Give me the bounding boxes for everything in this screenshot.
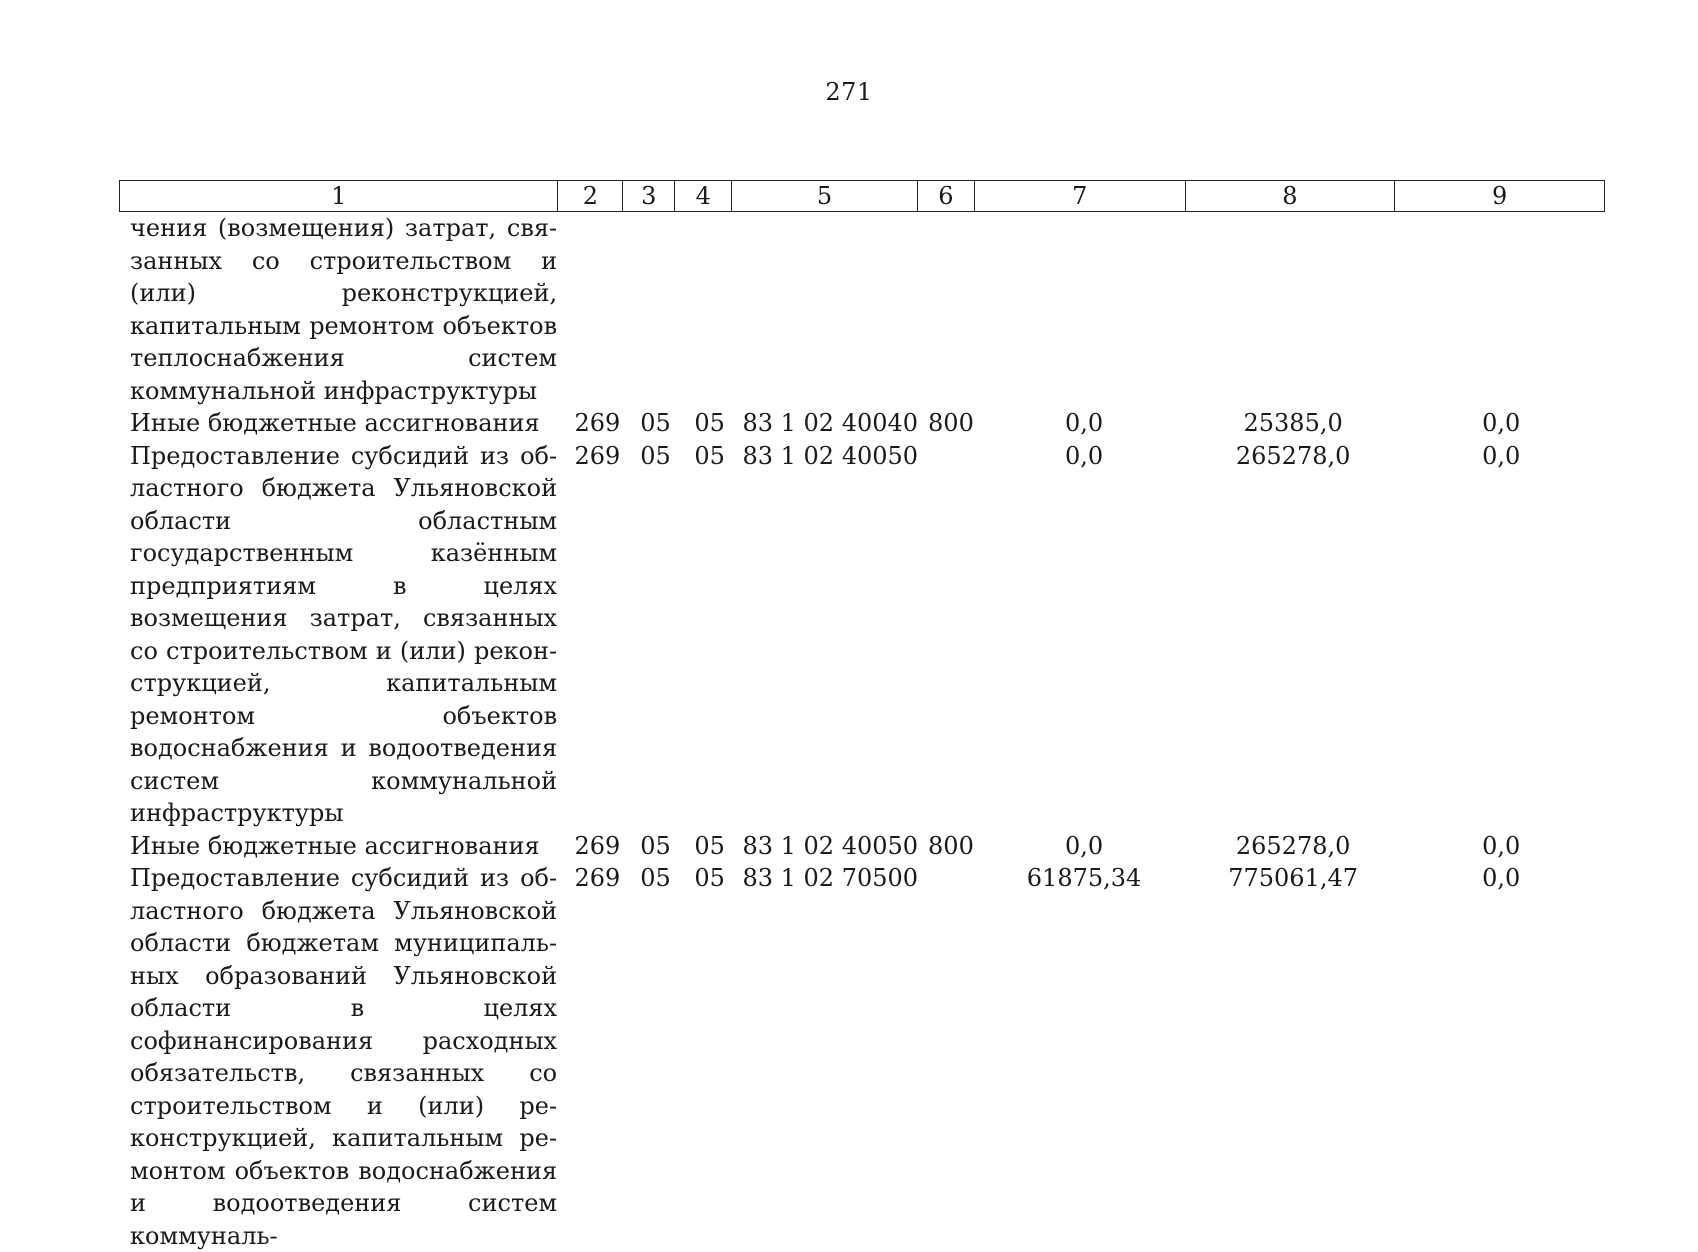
row-code-4: 05: [694, 441, 725, 470]
header-col-8: 8: [1186, 181, 1396, 211]
page-number: 271: [825, 78, 873, 106]
row-amount-9: 0,0: [1482, 864, 1521, 892]
row-amount-7: 0,0: [1064, 831, 1104, 860]
row-code-2: 269: [574, 441, 621, 470]
table-body: [119, 212, 1605, 1252]
row-amount-9: 0,0: [1482, 409, 1521, 437]
table-row: [119, 407, 1605, 440]
row-amount-8: 265278,0: [1235, 831, 1351, 860]
row-code-3: 05: [640, 831, 671, 860]
row-code-4: 05: [694, 831, 725, 860]
row-amount-7: 0,0: [1064, 409, 1104, 437]
row-code-6: 800: [928, 409, 974, 437]
row-amount-9: 0,0: [1482, 831, 1521, 860]
row-code-2: 269: [574, 864, 621, 892]
row-description: Предоставление субсидий из областного бюджета Ульяновской области бюджетам муниципальных образований Ульяновской области в целях софинансирования расходных обязательств, связанных со строительством и (или) реконструкцией, капитальным ремонтом объектов водоснабжения и водоотведения систем коммуналь-: [130, 864, 558, 1250]
table-row: [119, 862, 1605, 1252]
row-description: чения (возмещения) затрат, связанных со строительством и (или) реконструкцией, капитальным ремонтом объектов теплоснабжения систем коммунальной инфраструктуры: [130, 214, 558, 405]
table-header: [119, 180, 1605, 212]
row-code-5: 83 1 02 70500: [742, 864, 919, 892]
row-description: Иные бюджетные ассигнования: [130, 831, 540, 860]
row-code-5: 83 1 02 40040: [742, 409, 919, 437]
header-col-6: 6: [918, 181, 975, 211]
row-code-4: 05: [694, 409, 725, 437]
row-amount-7: 0,0: [1064, 441, 1104, 470]
header-col-3: 3: [623, 181, 675, 211]
table-row: [119, 830, 1605, 863]
row-code-3: 05: [640, 864, 671, 892]
row-code-3: 05: [640, 409, 671, 437]
table-row: [119, 440, 1605, 830]
header-col-9: 9: [1492, 182, 1508, 210]
header-col-5: 5: [732, 181, 918, 211]
row-amount-9: 0,0: [1482, 441, 1521, 470]
row-code-2: 269: [574, 409, 621, 437]
table-row: [119, 212, 1605, 407]
row-code-3: 05: [640, 441, 671, 470]
row-code-2: 269: [574, 831, 621, 860]
row-amount-8: 265278,0: [1235, 441, 1351, 470]
row-description: Предоставление субсидий из областного бюджета Ульяновской области областным государственным казённым предприятиям в целях возмещения затрат, связанных со строительством и (или) реконструкцией, капитальным ремонтом объектов водоснабжения и водоотведения систем коммунальной инфраструктуры: [130, 441, 558, 827]
header-col-1: 1: [120, 181, 558, 211]
row-code-6: 800: [928, 831, 974, 860]
row-amount-8: 775061,47: [1228, 864, 1359, 892]
row-code-5: 83 1 02 40050: [742, 831, 919, 860]
header-col-7: 7: [975, 181, 1186, 211]
row-amount-8: 25385,0: [1243, 409, 1343, 437]
row-code-4: 05: [694, 864, 725, 892]
row-description: Иные бюджетные ассигнования: [130, 409, 540, 437]
row-code-5: 83 1 02 40050: [742, 441, 919, 470]
header-col-2: 2: [558, 181, 623, 211]
row-amount-7: 61875,34: [1026, 864, 1142, 892]
header-col-4: 4: [675, 181, 732, 211]
